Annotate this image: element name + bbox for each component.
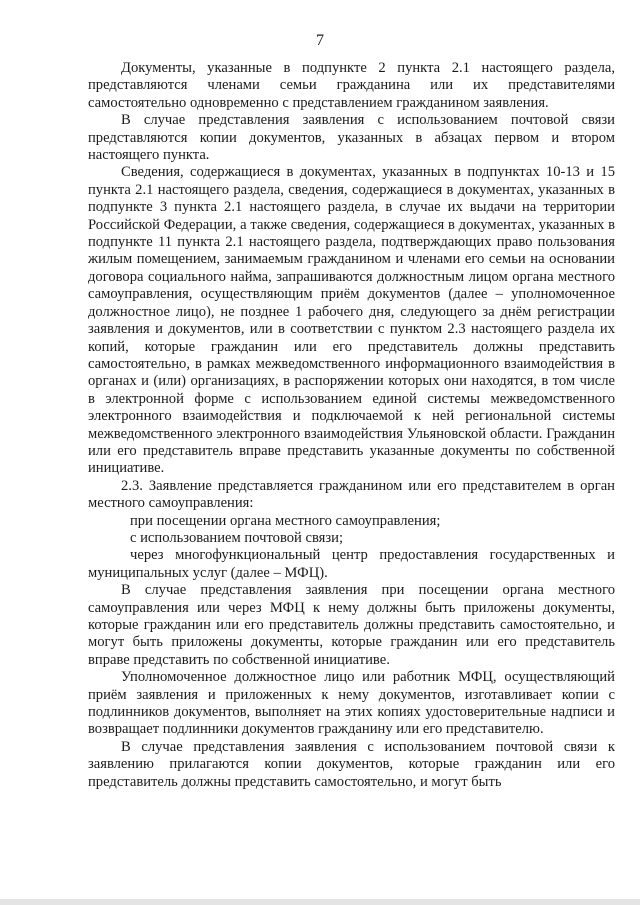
list-item-mfc: через многофункциональный центр предоставления государственных и муниципальных услуг (далее – МФЦ). xyxy=(88,547,615,581)
page-bottom-edge xyxy=(0,899,640,905)
document-body xyxy=(88,60,615,791)
paragraph-authorized-official: Уполномоченное должностное лицо или работник МФЦ, осуществляющий приём заявления и приложенных к нему документов, изготавливает копии с подлинников документов, выполняет на этих копиях удостоверительные надписи и возвращает подлинники документов гражданину или его представителю. xyxy=(88,669,615,738)
paragraph-documents-family: Документы, указанные в подпункте 2 пункта 2.1 настоящего раздела, представляются членами семьи гражданина или их представителями самостоятельно одновременно с представлением гражданином заявления. xyxy=(88,60,615,111)
list-item-postal: с использованием почтовой связи; xyxy=(130,529,344,546)
paragraph-interagency-requests: Сведения, содержащиеся в документах, указанных в подпунктах 10-13 и 15 пункта 2.1 настоящего раздела, сведения, содержащиеся в документах, указанных в подпункте 3 пункта 2.1 настоящего раздела, в случае их выдачи на территории Российской Федерации, а также сведения, содержащиеся в документах, указанных в подпункте 11 пункта 2.1 настоящего раздела, подтверждающих право пользования жилым помещением, занимаемым гражданином и членами его семьи на основании договора социального найма, запрашиваются должностным лицом органа местного самоуправления, осуществляющим приём документов (далее – уполномоченное должностное лицо), не позднее 1 рабочего дня, следующего за днём регистрации заявления и документов, или в соответствии с пунктом 2.3 настоящего раздела их копий, которые гражданин или его представитель должны представить самостоятельно, в рамках межведомственного информационного взаимодействия в органах и (или) организациях, в распоряжении которых они находятся, в том числе в электронной форме с использованием единой системы межведомственного электронного взаимодействия и подключаемой к ней региональной системы межведомственного электронного взаимодействия Ульяновской области. Гражданин или его представитель вправе представить указанные документы по собственной инициативе. xyxy=(88,164,615,477)
paragraph-postal-copies: В случае представления заявления с использованием почтовой связи представляются копии документов, указанных в абзацах первом и втором настоящего пункта. xyxy=(88,112,615,164)
page-number: 7 xyxy=(316,32,324,49)
list-item-in-person: при посещении органа местного самоуправления; xyxy=(130,512,441,529)
paragraph-section-2-3: 2.3. Заявление представляется гражданином или его представителем в орган местного самоуправления: xyxy=(88,477,615,512)
paragraph-postal-attachments: В случае представления заявления с использованием почтовой связи к заявлению прилагаются копии документов, которые гражданин или его представитель должны представить самостоятельно, и могут быть xyxy=(88,738,615,790)
paragraph-attachments: В случае представления заявления при посещении органа местного самоуправления или через МФЦ к нему должны быть приложены документы, которые гражданин или его представитель должны представить самостоятельно, и могут быть приложены документы, которые гражданин или его представитель вправе представить по собственной инициативе. xyxy=(88,582,615,668)
